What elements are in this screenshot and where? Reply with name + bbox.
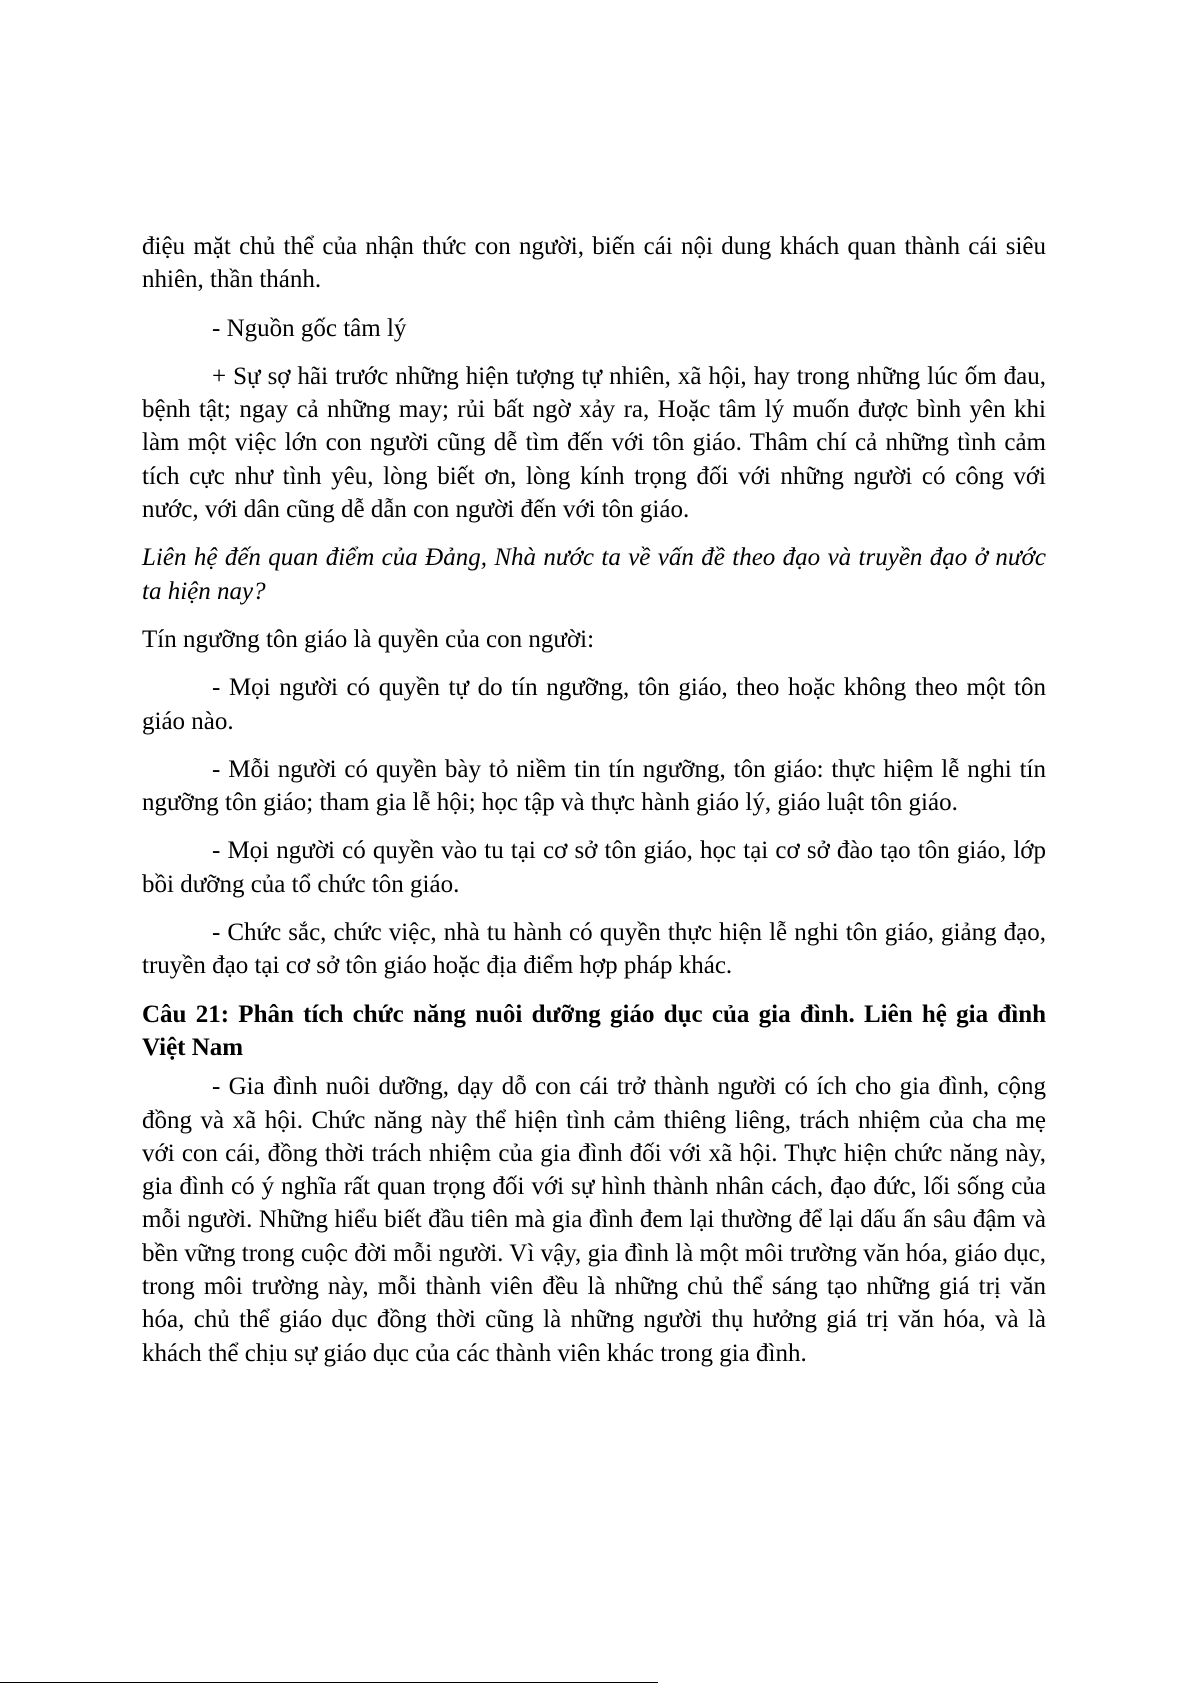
paragraph-psychological-origin-heading: - Nguồn gốc tâm lý xyxy=(212,314,407,342)
paragraph-right-freedom: - Mọi người có quyền tự do tín ngưỡng, tôn giáo, theo hoặc không theo một tôn giáo nào. xyxy=(142,674,1046,735)
document-body xyxy=(142,230,1046,1370)
paragraph-continuation: điệu mặt chủ thể của nhận thức con người, biến cái nội dung khách quan thành cái siêu nhiên, thần thánh. xyxy=(142,233,1046,294)
paragraph-right-expression: - Mỗi người có quyền bày tỏ niềm tin tín ngưỡng, tôn giáo: thực hiệm lễ nghi tín ngưỡng tôn giáo; tham gia lễ hội; học tập và thực hành giáo lý, giáo luật tôn giáo. xyxy=(142,755,1046,817)
question-21-heading: Câu 21: Phân tích chức năng nuôi dưỡng giáo dục của gia đình. Liên hệ gia đình Việt Nam xyxy=(142,1000,1046,1061)
paragraph-religion-right-intro: Tín ngưỡng tôn giáo là quyền của con người: xyxy=(142,625,595,653)
paragraph-right-study: - Mọi người có quyền vào tu tại cơ sở tôn giáo, học tại cơ sở đào tạo tôn giáo, lớp bồi dưỡng của tổ chức tôn giáo. xyxy=(142,837,1046,898)
paragraph-family-education: - Gia đình nuôi dưỡng, dạy dỗ con cái trở thành người có ích cho gia đình, cộng đồng và xã hội. Chức năng này thể hiện tình cảm thiêng liêng, trách nhiệm của cha mẹ với con cái, đồng thời trách nhiệm của gia đình đối với xã hội. Thực hiện chức năng này, gia đình có ý nghĩa rất quan trọng đối với sự hình thành nhân cách, đạo đức, lối sống của mỗi người. Những hiểu biết đầu tiên mà gia đình đem lại thường để lại dấu ấn sâu đậm và bền vững trong cuộc đời mỗi người. Vì vậy, gia đình là một môi trường văn hóa, giáo dục, trong môi trường này, mỗi thành viên đều là những chủ thể sáng tạo những giá trị văn hóa, chủ thể giáo dục đồng thời cũng là những người thụ hưởng giá trị văn hóa, và là khách thể chịu sự giáo dục của các thành viên khác trong gia đình. xyxy=(142,1073,1046,1367)
paragraph-question-italic: Liên hệ đến quan điểm của Đảng, Nhà nước ta về vấn đề theo đạo và truyền đạo ở nước ta hiện nay? xyxy=(142,544,1046,605)
paragraph-psychological-origin-detail: + Sự sợ hãi trước những hiện tượng tự nhiên, xã hội, hay trong những lúc ốm đau, bệnh tật; ngay cả những may; rủi bất ngờ xảy ra, Hoặc tâm lý muốn được bình yên khi làm một việc lớn con người cũng dễ tìm đến với tôn giáo. Thâm chí cả những tình cảm tích cực như tình yêu, lòng biết ơn, lòng kính trọng đối với những người có công với nước, với dân cũng dễ dẫn con người đến với tôn giáo. xyxy=(142,362,1046,524)
page-bottom-rule xyxy=(0,1682,658,1683)
paragraph-right-clergy: - Chức sắc, chức việc, nhà tu hành có quyền thực hiện lễ nghi tôn giáo, giảng đạo, truyền đạo tại cơ sở tôn giáo hoặc địa điểm hợp pháp khác. xyxy=(142,919,1046,980)
